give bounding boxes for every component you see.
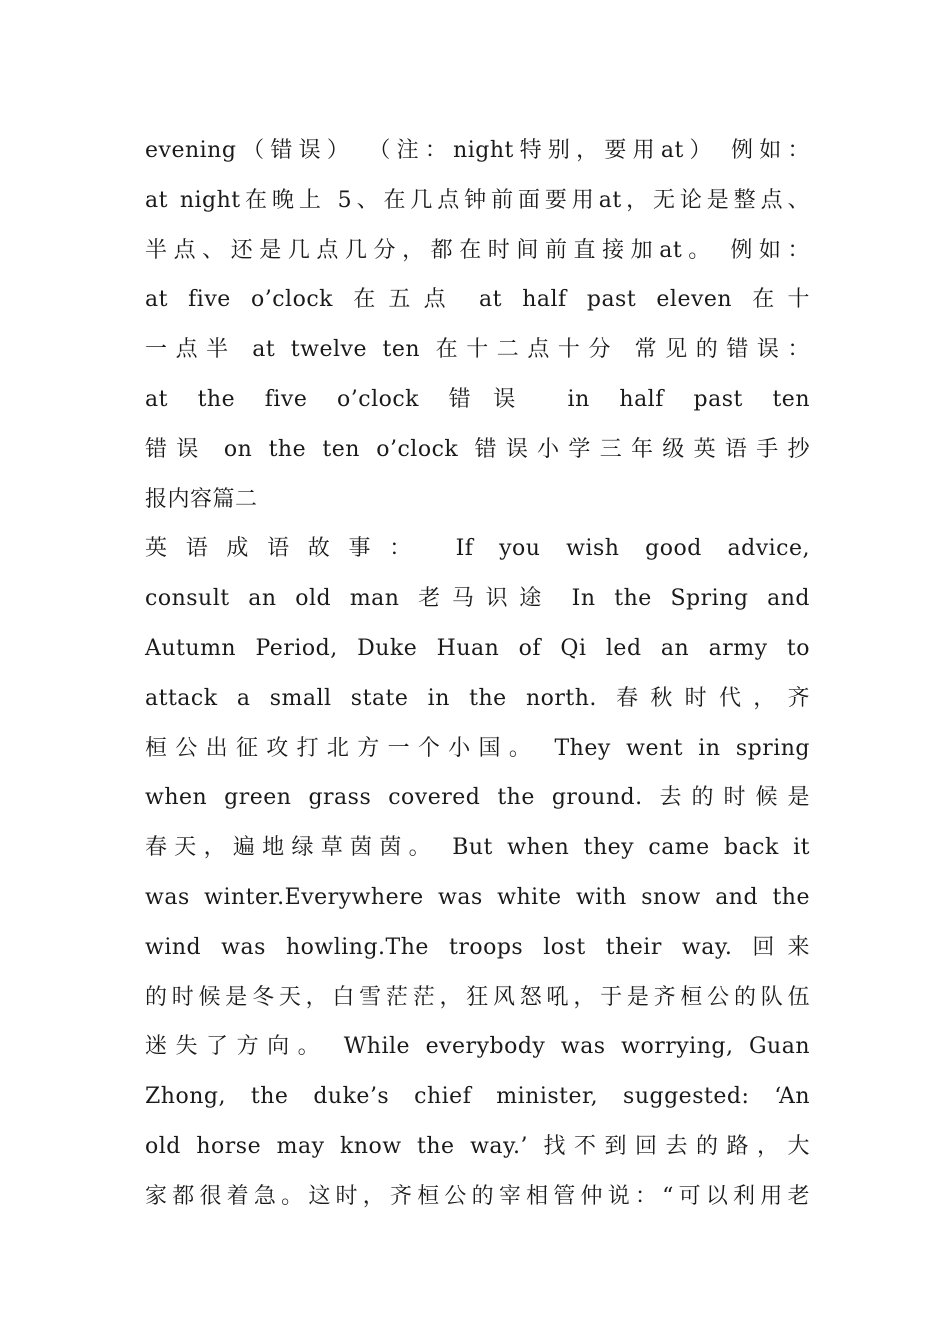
text-line: attack a small state in the north. 春秋时代，齐	[145, 685, 810, 711]
text-line: consult an old man 老马识途 In the Spring and	[145, 586, 810, 612]
text-line: evening（错误） （注：night特别，要用at） 例如：	[145, 138, 810, 163]
text-line: Zhong, the duke’s chief minister, suggested: ‘An	[145, 1084, 810, 1110]
text-line: 桓公出征攻打北方一个小国。 They went in spring	[145, 735, 810, 761]
text-line: 半点、还是几点几分，都在时间前直接加at。 例如：	[145, 237, 810, 263]
text-line: 迷失了方向。 While everybody was worrying, Guan	[145, 1034, 810, 1060]
text-line: Autumn Period, Duke Huan of Qi led an army to	[145, 635, 810, 661]
text-line: old horse may know the way.’ 找不到回去的路，大	[145, 1133, 810, 1159]
text-line: 春天，遍地绿草茵茵。 But when they came back it	[145, 835, 810, 861]
text-line: 的时候是冬天，白雪茫茫，狂风怒吼，于是齐桓公的队伍	[145, 984, 810, 1010]
text-line: at night在晚上 5、在几点钟前面要用at，无论是整点、	[145, 187, 810, 213]
text-line: at five o’clock 在五点 at half past eleven 在十	[145, 287, 810, 313]
text-line: 错误 on the ten o’clock 错误小学三年级英语手抄	[145, 436, 810, 462]
text-line: 报内容篇二	[145, 486, 258, 512]
text-line: 一点半 at twelve ten 在十二点十分 常见的错误：	[145, 337, 810, 363]
text-line: 英语成语故事： If you wish good advice,	[145, 536, 810, 562]
text-line: wind was howling.The troops lost their way. 回来	[145, 934, 810, 960]
text-line: when green grass covered the ground. 去的时候是	[145, 785, 810, 811]
text-line: at the five o’clock 错误 in half past ten	[145, 386, 810, 412]
body-text	[145, 126, 810, 1222]
text-line: was winter.Everywhere was white with snow and the	[145, 884, 810, 910]
text-line: 家都很着急。这时，齐桓公的宰相管仲说：“可以利用老	[145, 1183, 810, 1209]
